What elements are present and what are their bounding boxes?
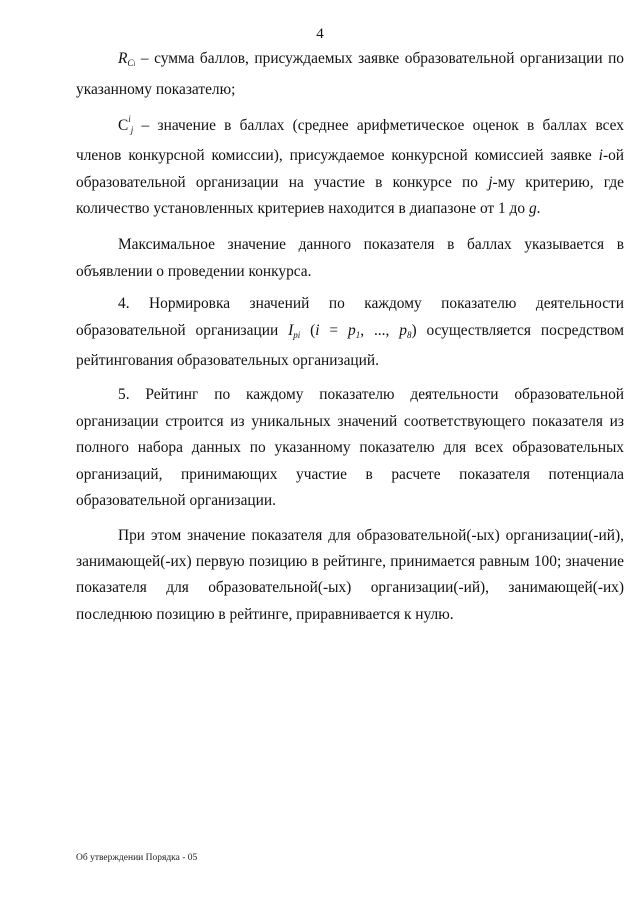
paragraph-cij-definition: $C^i_j$ – значение в баллах (среднее арифметическое оценок в баллах всех членов конкурсной комиссии), присуждаемое конкурсной комиссией заявке i-ой образовательной организации на участие в конкурсе по j-му критерию, где количество установленных критериев находится в диапазоне от 1 до g. [76, 113, 624, 218]
page-number: 4 [316, 26, 324, 42]
var-i: i [598, 147, 603, 165]
symbol-ipi: $I_{pi}$ [288, 321, 301, 340]
paragraph-rci-definition [76, 46, 624, 104]
paragraph-max-value: Максимальное значение данного показателя в баллах указывается в объявлении о проведении конкурса. [76, 236, 624, 280]
var-g: g [528, 200, 537, 218]
paragraph-rating: 5. Рейтинг по каждому показателю деятельности образовательной организации строится из уникальных значений соответствующего показателя из полного набора данных по указанному показателю для всех образовательных организаций, принимающих участие в расчете показателя потенциала образовательной организации. [76, 386, 624, 510]
symbol-r: $R_{Ci}$ [118, 50, 136, 68]
var-j: j [488, 173, 493, 191]
paragraph-rating-values: При этом значение показателя для образовательной(-ых) организации(-ий), занимающей(-их) первую позицию в рейтинге, принимается равным 100; значение показателя для образовательной(-ых) организации(-ий), занимающей(-их) последнюю позицию в рейтинге, приравнивается к нулю. [76, 526, 624, 623]
paragraph-text: – сумма баллов, присуждаемых заявке образовательной организации по указанному показателю; [76, 50, 624, 99]
paragraph-normalization: 4. Нормировка значений по каждому показателю деятельности образовательной организации $I_{pi}$ ($i = p_1$, ..., $p_8$) осуществляется посредством рейтингования образовательных организаций. [76, 295, 625, 370]
footer-note: Об утверждении Порядка - 05 [76, 853, 198, 863]
document-body [76, 44, 624, 628]
symbol-c: $C^i_j$ [118, 113, 134, 135]
